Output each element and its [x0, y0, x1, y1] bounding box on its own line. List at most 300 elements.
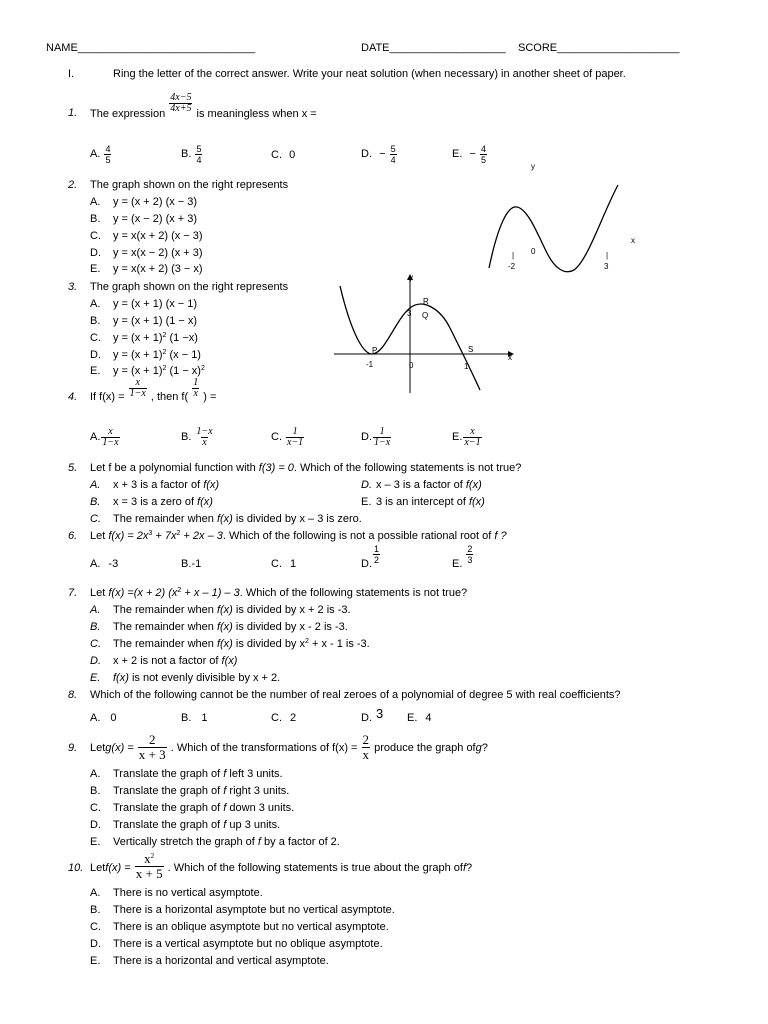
q10-choice-b[interactable]	[90, 904, 395, 917]
section-numeral: I.	[68, 68, 75, 80]
frac-den: 5	[480, 154, 486, 165]
choice-text: (1 −x)	[166, 332, 198, 344]
choice-letter: B.	[90, 621, 101, 633]
choice-text: left 3 units.	[226, 768, 283, 780]
frac-den: 4	[390, 154, 396, 165]
choice-text: + x - 1 is -3.	[308, 638, 370, 650]
choice-text-it: f(x)	[216, 513, 233, 525]
q4-choice-d[interactable]	[361, 418, 392, 448]
frac-den: x−1	[287, 436, 304, 448]
q2-number: 2.	[68, 179, 78, 191]
frac-num: 2	[467, 544, 473, 554]
exponent: 2	[176, 530, 181, 537]
q5-choice-c[interactable]	[90, 513, 362, 526]
q9-mid: . Which of the transformations of f(x) =	[170, 742, 358, 754]
exponent: 2	[162, 365, 167, 372]
choice-letter: D.	[90, 349, 101, 361]
q9-g-frac	[138, 733, 167, 762]
choice-letter: D.	[90, 819, 101, 831]
q3-p-label: P	[372, 346, 378, 355]
choice-text: is divided by x + 2 is -3.	[232, 604, 351, 616]
choice-text: There is an oblique asymptote but no vertical asymptote.	[113, 921, 389, 933]
q3-one-label: 1	[464, 362, 469, 371]
q1-choice-b[interactable]	[181, 136, 203, 165]
q5-stem-pre: Let f be a polynomial function with	[90, 462, 259, 474]
q4-a-frac	[101, 427, 119, 448]
q10-f: f(x) =	[105, 862, 131, 874]
q4-f-frac	[129, 378, 147, 399]
frac-num: x	[135, 377, 140, 388]
q1-stem	[90, 93, 317, 121]
q7-stem-post: . Which of the following statements is not true?	[239, 587, 468, 599]
q1-number: 1.	[68, 107, 78, 119]
exponent: 2	[305, 638, 309, 645]
q10-choice-c[interactable]	[90, 921, 389, 934]
choice-letter: B.	[90, 315, 101, 327]
choice-letter: C.	[271, 431, 282, 443]
q1-expression	[169, 93, 192, 114]
q3-choice-d[interactable]	[90, 349, 201, 362]
choice-letter: B.	[90, 904, 101, 916]
q6-stem-q: ?	[497, 530, 507, 542]
choice-text: x + 2 is not a factor of	[113, 655, 222, 667]
q3-number: 3.	[68, 281, 78, 293]
q3-stem: The graph shown on the right represents	[90, 281, 289, 293]
choice-text: by a factor of 2.	[260, 836, 340, 848]
choice-letter: B.	[181, 431, 192, 443]
choice-text: y = (x − 2) (x + 3)	[113, 213, 198, 225]
q9-stem	[90, 733, 488, 762]
q4-choice-c[interactable]	[271, 418, 305, 448]
choice-text: y = (x + 1) (1 − x)	[113, 315, 198, 327]
choice-letter: D.	[361, 479, 372, 491]
choice-text: (x − 1)	[166, 349, 201, 361]
choice-text: There is a vertical asymptote but no oblique asymptote.	[113, 938, 383, 950]
choice-letter: A.	[90, 768, 101, 780]
frac-den: 1−x	[374, 436, 391, 448]
instructions-text: Ring the letter of the correct answer. Write your neat solution (when necessary) in another sheet of paper.	[113, 68, 626, 80]
choice-letter: D.	[90, 655, 101, 667]
choice-text: y = (x + 1) (x − 1)	[113, 298, 198, 310]
choice-text-it: f	[223, 768, 227, 780]
q3-choice-c[interactable]	[90, 332, 198, 345]
q7-stem-pre: Let	[90, 587, 109, 599]
q6-stem-pre: Let	[90, 530, 109, 542]
q5-number: 5.	[68, 462, 78, 474]
choice-text: There is a horizontal and vertical asymptote.	[113, 955, 329, 967]
choice-letter: E.	[452, 148, 463, 160]
q3-q-label: Q	[422, 311, 429, 320]
choice-letter: C.	[90, 332, 101, 344]
choice-letter: D.	[90, 247, 101, 259]
choice-letter: E.	[452, 431, 463, 443]
choice-text: The remainder when	[113, 621, 217, 633]
choice-text: is divided by x – 3 is zero.	[232, 513, 362, 525]
q7-choice-d[interactable]	[90, 655, 238, 668]
choice-letter: E.	[90, 365, 101, 377]
choice-text: 1	[290, 558, 297, 570]
q5-choice-d[interactable]	[361, 479, 482, 492]
choice-text: Translate the graph of	[113, 768, 224, 780]
frac-den: 1−x	[129, 388, 146, 399]
q1-b-frac	[195, 144, 202, 165]
choice-letter: D.	[361, 712, 372, 724]
choice-letter: C.	[90, 802, 101, 814]
score-field[interactable]: SCORE____________________	[518, 42, 680, 54]
q10-number: 10.	[68, 862, 84, 874]
q3-graph	[330, 268, 520, 398]
q2-right-label: 3	[604, 262, 609, 271]
choice-text-it: f(x)	[216, 604, 233, 616]
frac-den: 5	[105, 154, 111, 165]
frac-den: x + 3	[138, 747, 166, 762]
q6-stem-f: f	[494, 530, 498, 542]
choice-text-it: f(x)	[216, 638, 233, 650]
q2-left-tick: |	[512, 251, 515, 260]
frac-num: 1	[374, 544, 380, 554]
q3-neg-one-label: -1	[366, 360, 374, 369]
q9-post-end: ?	[481, 742, 488, 754]
choice-letter: A.	[90, 148, 101, 160]
q4-number: 4.	[68, 391, 78, 403]
q1-a-frac	[104, 144, 111, 165]
choice-letter: E.	[452, 558, 463, 570]
choice-letter: C.	[90, 638, 101, 650]
q6-stem-post2: + 2x – 3	[180, 530, 223, 542]
q1-denominator: 4x+5	[170, 103, 192, 114]
q9-number: 9.	[68, 742, 78, 754]
frac-num: 2	[362, 732, 370, 747]
choice-text: 2	[290, 712, 297, 724]
frac-num: 1	[379, 425, 385, 437]
frac-den: 4	[196, 154, 202, 165]
q9-choice-e[interactable]	[90, 836, 340, 849]
q4-c-frac	[286, 427, 304, 448]
choice-text: There is no vertical asymptote.	[113, 887, 263, 899]
q6-number: 6.	[68, 530, 78, 542]
q7-choice-a[interactable]	[90, 604, 351, 617]
q10-stem	[90, 852, 472, 881]
q7-stem-it: f(x) =(x + 2) (x	[108, 587, 178, 599]
choice-text: Translate the graph of	[113, 785, 224, 797]
choice-letter: A.	[90, 887, 101, 899]
q1-choice-d[interactable]	[361, 134, 398, 165]
choice-letter: E.	[90, 672, 101, 684]
exponent: 2	[150, 852, 155, 860]
minus-sign: −	[469, 148, 476, 160]
q3-r-label: R	[423, 297, 429, 306]
frac-num: 1	[193, 377, 199, 388]
choice-letter: B.	[181, 148, 192, 160]
q8-choice-e[interactable]	[407, 712, 432, 725]
q2-x-label: x	[631, 236, 635, 245]
q5-stem-post: . Which of the following statements is not true?	[293, 462, 522, 474]
choice-letter: E.	[90, 836, 101, 848]
q2-choice-d[interactable]	[90, 247, 203, 260]
choice-letter: D.	[361, 558, 372, 570]
choice-text: y = (x + 1)	[113, 332, 163, 344]
choice-text: (1 − x)	[166, 365, 201, 377]
q4-e-frac	[463, 427, 481, 448]
choice-text-it: f(x)	[221, 655, 238, 667]
choice-text: y = x(x + 2) (3 − x)	[113, 263, 203, 275]
q6-choice-a[interactable]	[90, 558, 118, 571]
frac-num: 4	[480, 143, 486, 154]
q9-g: g(x) =	[105, 742, 134, 754]
choice-text-it: f	[257, 836, 261, 848]
choice-text-it: f	[223, 785, 227, 797]
choice-letter: A.	[90, 712, 101, 724]
q1-choice-a[interactable]	[90, 136, 112, 165]
q2-right-tick: |	[606, 251, 609, 260]
q7-number: 7.	[68, 587, 78, 599]
q9-post-it: g	[475, 742, 482, 754]
q5-choice-e[interactable]	[361, 496, 485, 509]
frac-num: 1−x	[196, 425, 213, 437]
q1-post: is meaningless when x =	[196, 108, 317, 120]
q4-choice-e[interactable]	[452, 418, 483, 448]
q6-stem-post: + 7x	[152, 530, 177, 542]
q6-e-frac	[466, 544, 473, 565]
choice-letter: D.	[361, 431, 372, 443]
q4-mid: , then f(	[150, 391, 189, 403]
choice-letter: C.	[90, 513, 101, 525]
q3-y-label: y	[409, 273, 413, 282]
choice-letter: D.	[361, 148, 372, 160]
exponent: 2	[162, 349, 167, 356]
q4-b-frac	[195, 427, 213, 448]
q9-choice-a[interactable]	[90, 768, 283, 781]
q7-choice-e[interactable]	[90, 672, 281, 685]
frac-num: 5	[196, 143, 202, 154]
choice-text: 3 is an intercept of	[376, 496, 469, 508]
frac-den: 1−x	[102, 436, 119, 448]
q5-choice-b[interactable]	[90, 496, 213, 509]
q6-stem	[90, 530, 507, 543]
q8-choice-c[interactable]	[271, 712, 296, 725]
q3-zero-label: 0	[409, 361, 414, 370]
q2-origin-label: 0	[531, 247, 536, 256]
q10-choice-e[interactable]	[90, 955, 329, 968]
q10-post-end: ?	[466, 862, 473, 874]
choice-text: up 3 units.	[226, 819, 281, 831]
q2-stem: The graph shown on the right represents	[90, 179, 289, 191]
choice-letter: E.	[90, 955, 101, 967]
q6-choice-b[interactable]	[181, 558, 201, 571]
choice-letter: A.	[90, 604, 101, 616]
choice-letter: A.	[90, 479, 101, 491]
choice-text: y = (x + 2) (x − 3)	[113, 196, 198, 208]
q5-stem-it: f(3) = 0	[258, 462, 294, 474]
q9-pre: Let	[90, 742, 106, 754]
frac-den: 3	[467, 555, 473, 565]
q6-choice-d[interactable]	[361, 544, 381, 571]
q7-stem	[90, 587, 467, 600]
choice-text: -1	[191, 558, 202, 570]
date-field[interactable]: DATE___________________	[361, 42, 506, 54]
choice-letter: B.	[90, 213, 101, 225]
choice-text: Translate the graph of	[113, 819, 224, 831]
choice-text: -3	[108, 558, 119, 570]
frac-den: 2	[374, 555, 380, 565]
q1-d-frac	[390, 144, 397, 165]
choice-letter: E.	[361, 496, 372, 508]
q9-post: produce the graph of	[374, 742, 476, 754]
choice-text: y = x(x + 2) (x − 3)	[113, 230, 203, 242]
choice-text: There is a horizontal asymptote but no vertical asymptote.	[113, 904, 395, 916]
frac-num: x	[108, 425, 113, 437]
choice-text: x – 3 is a factor of	[376, 479, 466, 491]
q2-curve	[489, 185, 618, 272]
q2-choice-a[interactable]	[90, 196, 198, 209]
choice-text: 3	[376, 706, 384, 721]
frac-num: 4	[105, 143, 111, 154]
q10-choice-a[interactable]	[90, 887, 263, 900]
choice-text: 4	[425, 712, 432, 724]
choice-text: x + 3 is a factor of	[113, 479, 204, 491]
frac-num: 1	[292, 425, 298, 437]
q5-choice-a[interactable]	[90, 479, 220, 492]
q3-choice-b[interactable]	[90, 315, 198, 328]
q9-choice-d[interactable]	[90, 819, 281, 832]
q9-choice-b[interactable]	[90, 785, 290, 798]
q2-choice-b[interactable]	[90, 213, 198, 226]
choice-letter: C.	[271, 558, 282, 570]
q2-y-label: y	[531, 162, 535, 171]
q1-numerator: 4x−5	[170, 92, 192, 103]
q7-choice-c[interactable]	[90, 638, 370, 651]
choice-text-it: f(x)	[468, 496, 485, 508]
q2-left-label: -2	[508, 262, 516, 271]
q4-choice-a[interactable]	[90, 418, 121, 448]
choice-text-it: f(x)	[197, 496, 213, 508]
q4-arg-frac	[192, 378, 199, 399]
frac-num: 5	[390, 143, 396, 154]
choice-letter: C.	[271, 149, 282, 161]
exponent: 2	[162, 332, 167, 339]
q7-stem-mid: + x – 1) – 3	[181, 587, 240, 599]
name-field[interactable]: NAME_____________________________	[46, 42, 256, 54]
q3-choice-e[interactable]	[90, 365, 205, 378]
q5-stem	[90, 462, 521, 475]
choice-text-it: f	[223, 819, 227, 831]
q10-pre: Let	[90, 862, 106, 874]
choice-letter: D.	[90, 938, 101, 950]
frac-den: x	[193, 388, 198, 399]
q8-number: 8.	[68, 689, 78, 701]
q6-choice-c[interactable]	[271, 558, 296, 571]
q6-stem-it: f(x) = 2x	[108, 530, 149, 542]
frac-num: x	[144, 851, 151, 866]
choice-text: 0	[110, 712, 117, 724]
q6-stem-end: . Which of the following is not a possible rational root of	[222, 530, 495, 542]
choice-text: down 3 units.	[226, 802, 295, 814]
q2-choice-e[interactable]	[90, 263, 203, 276]
frac-den: x−1	[464, 436, 481, 448]
choice-letter: E.	[90, 263, 101, 275]
q6-d-frac	[373, 544, 380, 565]
q4-d-frac	[373, 427, 391, 448]
choice-text-it: f(x)	[113, 672, 129, 684]
q1-pre: The expression	[90, 108, 166, 120]
q10-post: . Which of the following statements is true about the graph of	[167, 862, 463, 874]
choice-text: right 3 units.	[226, 785, 290, 797]
choice-text-it: f(x)	[216, 621, 233, 633]
q4-choice-b[interactable]	[181, 418, 215, 448]
q3-s-label: S	[468, 345, 474, 354]
q7-choice-b[interactable]	[90, 621, 348, 634]
choice-letter: A.	[90, 196, 101, 208]
choice-letter: A.	[90, 298, 101, 310]
choice-letter: E.	[407, 712, 418, 724]
choice-letter: B.	[90, 785, 101, 797]
q1-choice-c[interactable]	[271, 149, 295, 162]
choice-text: y = x(x − 2) (x + 3)	[113, 247, 203, 259]
choice-text: 1	[201, 712, 208, 724]
frac-den: x	[202, 436, 207, 448]
frac-den: x + 5	[135, 866, 163, 881]
choice-text: is divided by x	[232, 638, 305, 650]
q9-choice-c[interactable]	[90, 802, 295, 815]
q4-pre: If f(x) =	[90, 391, 125, 403]
choice-letter: B.	[181, 712, 192, 724]
choice-text: The remainder when	[113, 513, 217, 525]
choice-text: Vertically stretch the graph of	[113, 836, 258, 848]
q9-f-frac	[362, 733, 371, 762]
exponent: 2	[177, 587, 182, 594]
q2-choice-c[interactable]	[90, 230, 203, 243]
choice-letter: A.	[90, 558, 101, 570]
q8-choice-b[interactable]	[181, 712, 208, 725]
exponent: 3	[148, 530, 153, 537]
q2-graph	[470, 155, 660, 285]
q4-post: ) =	[203, 391, 217, 403]
choice-text: 0	[289, 149, 296, 161]
q8-choice-a[interactable]	[90, 712, 117, 725]
choice-text: The remainder when	[113, 638, 217, 650]
choice-text: is divided by x - 2 is -3.	[232, 621, 348, 633]
choice-letter: B.	[90, 496, 101, 508]
frac-num: x	[470, 425, 475, 437]
q8-choice-d[interactable]	[361, 707, 383, 725]
q4-stem	[90, 378, 216, 404]
choice-text: Translate the graph of	[113, 802, 224, 814]
choice-text: The remainder when	[113, 604, 217, 616]
q3-x-label: x	[508, 353, 512, 362]
choice-text: is not evenly divisible by x + 2.	[128, 672, 281, 684]
choice-text: y = (x + 1)	[113, 365, 163, 377]
choice-text-it: f(x)	[465, 479, 482, 491]
q10-f-frac	[135, 852, 164, 881]
q10-post-it: f	[462, 862, 467, 874]
frac-den: x	[362, 747, 370, 762]
choice-text: x = 3 is a zero of	[113, 496, 198, 508]
q6-choice-e[interactable]	[452, 544, 474, 571]
minus-sign: −	[379, 148, 386, 160]
q3-choice-a[interactable]	[90, 298, 198, 311]
choice-letter: B.	[181, 558, 192, 570]
choice-letter: C.	[271, 712, 282, 724]
q3-three-label: 3	[407, 309, 412, 318]
exponent: 2	[200, 365, 205, 372]
q10-choice-d[interactable]	[90, 938, 383, 951]
choice-text-it: f	[223, 802, 227, 814]
q8-stem: Which of the following cannot be the number of real zeroes of a polynomial of degree 5 with real coefficients?	[90, 689, 621, 701]
choice-letter: C.	[90, 921, 101, 933]
choice-letter: C.	[90, 230, 101, 242]
frac-num: 2	[148, 732, 156, 747]
choice-letter: A.	[90, 431, 101, 443]
